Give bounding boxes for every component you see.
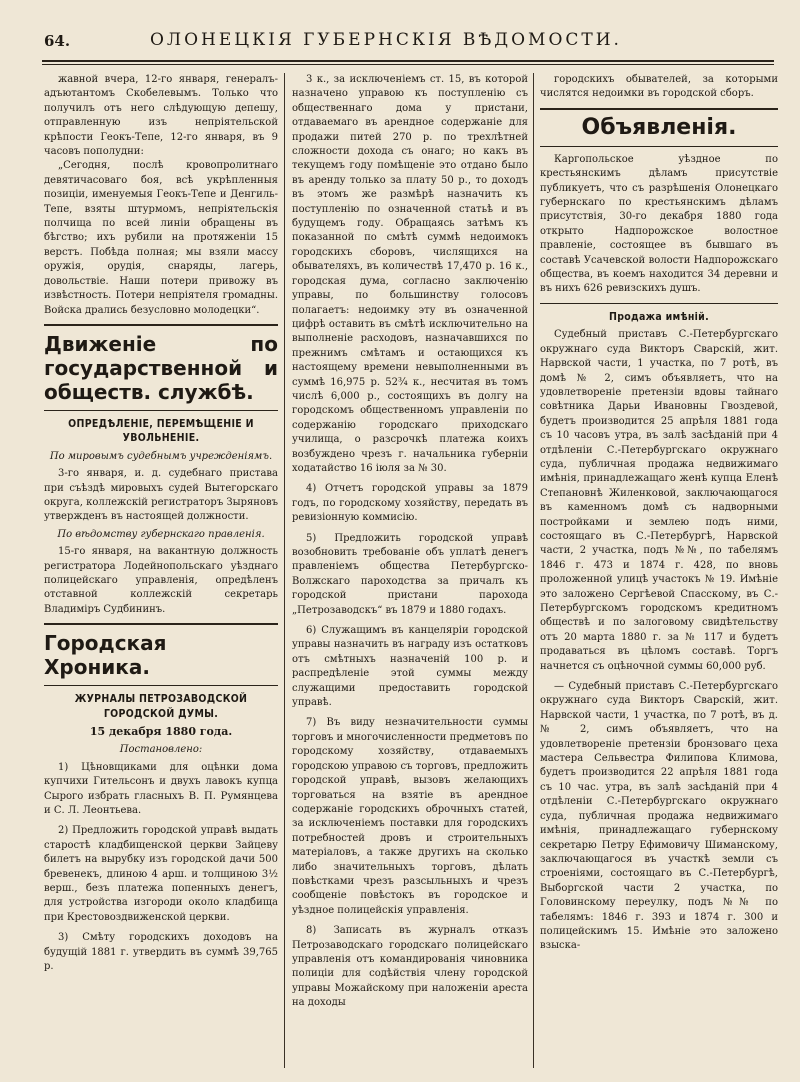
column-1 — [44, 73, 278, 975]
paragraph: 4) Отчетъ городской управы за 1879 годъ, по городскому хозяйству, передать въ ревизіонную коммисію. — [292, 483, 528, 524]
section-rule — [540, 108, 778, 110]
subsection-heading: ЖУРНАЛЫ ПЕТРОЗАВОДСКОЙ ГОРОДСКОЙ ДУМЫ. — [74, 693, 248, 720]
announcement: Судебный приставъ С.-Петербургскаго окружнаго суда Викторъ Сварскій, жит. Нарвской части, 1 участка, по 7 ротѣ, въ домѣ № 2, симъ объявляетъ, что на удовлетвореніе претензіи вдовы тайнаго совѣтника Дарьи Ивановны Гвоздевой, будетъ производится 25 апрѣля 1881 года съ 10 часовъ утра, въ залѣ засѣданій при 4 отдѣленіи С.-Петербургскаго окружнаго суда, публичная продажа недвижимаго имѣнія, принадлежащаго женѣ купца Еленѣ Степановнѣ Жиленковой, заключающагося въ каменномъ домѣ съ надворными постройками и землею подъ ними, состоящаго въ С.-Петербургѣ, Нарвской части, 2 участка, подъ №№, по табелямъ 1846 г. 473 и 1874 г. 428, по вновь проложенной улицѣ участокъ № 19. Имѣніе это заложено Сергѣевой Спасскому, въ С.-Петербургскомъ городскомъ кредитномъ обществѣ и по залоговому свидѣтельству отъ 20 марта 1880 г. за № 117 и будетъ продаваться въ цѣломъ составѣ. Торгъ начнется съ оцѣночной суммы 60,000 руб. — [540, 329, 778, 672]
column-divider — [284, 73, 285, 1068]
paragraph: 3 к., за исключеніемъ ст. 15, въ которой назначено управою къ поступленію съ общественнаго дома у пристани, отдаваемаго въ арендное содержаніе для продажи питей 270 р. по трехлѣтней сложности дохода съ онаго; но какъ въ текущемъ году помѣщеніе это отдано было въ аренду только за плату 50 р., то доходъ въ этомъ же размѣрѣ назначить къ поступленію по означенной статьѣ и въ будущемъ году. Обращаясь затѣмъ къ показанной по смѣтѣ суммѣ недоимокъ городскихъ сборовъ, числящихся на обывателяхъ, въ количествѣ 17,470 р. 16 к., городская дума, согласно заключенію управы, по большинству голосовъ полагаетъ: недоимку эту въ означенной цифрѣ оставить въ смѣтѣ исключительно на выполненіе расходовъ, назначавшихся по прежнимъ смѣтамъ и остающихся къ настоящему времени невыполненными въ суммѣ 16,975 р. 52¾ к., несчитая въ томъ числѣ 6,000 р., состоящихъ въ долгу на городскомъ общественномъ управленіи по содержанію городскаго приходскаго училища, о разсрочкѣ платежа коихъ возбуждено чрезъ г. начальника губерніи ходатайство 16 іюля за № 30. — [292, 74, 528, 474]
paragraph: 15-го января, на вакантную должность регистратора Лодейнопольскаго уѣзднаго полицейскаго управленія, опредѣленъ отставной коллежскій секретарь Владиміръ Судбининъ. — [44, 546, 278, 615]
paragraph: 6) Служащимъ въ канцеляріи городской управы назначить въ награду изъ остатковъ отъ смѣтныхъ назначеній 100 р. и распредѣленіе этой суммы между служащими предоставить городской управѣ. — [292, 625, 528, 709]
divider — [44, 685, 278, 686]
announcement: Каргопольское уѣздное по крестьянскимъ дѣламъ присутствіе публикуетъ, что съ разрѣшенія Олонецкаго губернскаго по крестьянскимъ дѣламъ присутствія, 30-го декабря 1880 года открыто Надпорожское волостное правленіе, состоящее въ бывшаго въ составѣ Усачевской волости Надпорожскаго общества, въ коемъ находится 34 деревни и въ нихъ 626 ревизскихъ душъ. — [540, 153, 778, 295]
paragraph: городскихъ обывателей, за которыми числятся недоимки въ городской сборъ. — [540, 74, 778, 100]
divider — [44, 410, 278, 411]
section-rule — [44, 623, 278, 625]
subsection-caption: По вѣдомству губернскаго правленія. — [57, 528, 265, 540]
paragraph: 8) Записать въ журналъ отказъ Петрозаводскаго городскаго полицейскаго управленія отъ командированія чиновника полиціи для содѣйствія члену городской управы Можайскому при наложеніи ареста на доходы — [292, 925, 528, 1009]
announcement: — Судебный приставъ С.-Петербургскаго окружнаго суда Викторъ Сварскій, жит. Нарвской части, 1 участка, по 7 ротѣ, въ д. № 2, симъ объявляетъ, что на удовлетвореніе претензіи бронзоваго цеха мастера Сельвестра Филипова Климова, будетъ производится 22 апрѣля 1881 года съ 10 час. утра, въ залѣ засѣданій при 4 отдѣленіи С.-Петербургскаго окружнаго суда, публичная продажа недвижимаго имѣнія, принадлежащаго губернскому секретарю Петру Ефимовичу Шиманскому, заключающагося въ участкѣ земли съ строеніями, состоящаго въ С.-Петербургѣ, Выборгской части 2 участка, по Головинскому переулку, подъ №№ по табелямъ: 1846 г. 393 и 1874 г. 300 и полицейскимъ 15. Имѣніе это заложено взыска- — [540, 681, 778, 952]
list-item: 1) Цѣновщиками для оцѣнки дома купчихи Гительсонъ и двухъ лавокъ купца Сырого избрать гласныхъ В. П. Румянцева и С. Л. Леонтьева. — [44, 761, 278, 817]
paragraph: жавной вчера, 12-го января, генералъ-адъютантомъ Скобелевымъ. Только что получилъ отъ него слѣдующую депешу, отправленную изъ непріятельской крѣпости Геокъ-Тепе, 12-го января, въ 9 часовъ пополудни: — [44, 74, 278, 158]
subsection-caption: По мировымъ судебнымъ учрежденіямъ. — [49, 450, 273, 462]
header-rule — [42, 60, 774, 65]
divider — [540, 303, 778, 304]
subsection-caption: Постановлено: — [119, 744, 203, 756]
column-3 — [540, 73, 778, 954]
section-heading: Городская Хроника. — [44, 631, 167, 680]
newspaper-title: ОЛОНЕЦКІЯ ГУБЕРНСКІЯ ВѢДОМОСТИ. — [150, 30, 622, 50]
paragraph: 7) Въ виду незначительности суммы торговъ и многочисленности предметовъ по городскому хозяйству, отдаваемыхъ городскою управою съ торговъ, предложить городской управѣ, вызовъ желающихъ торговаться на взятіе въ арендное содержаніе городскихъ оброчныхъ статей, за исключеніемъ поставки для городскихъ потребностей дровъ и строительныхъ матеріаловъ, а также другихъ на сколько либо значительныхъ торговъ, дѣлать повѣстками чрезъ разсыльныхъ и чрезъ сообщеніе повѣстокъ въ городское и уѣздное полицейскія управленія. — [292, 717, 528, 916]
list-item: 2) Предложить городской управѣ выдать старостѣ кладбищенской церкви Зайцеву билетъ на вырубку изъ городской дачи 500 бревенекъ, длиною 4 арш. и толщиною 3½ верш., безъ платежа попенныхъ денегъ, для устройства изгороди около кладбища при Крестовоздвиженской церкви. — [44, 825, 278, 923]
list-item: 3) Смѣту городскихъ доходовъ на будущій 1881 г. утвердить въ суммѣ 39,765 р. — [44, 932, 278, 973]
paragraph: „Сегодня, послѣ кровопролитнаго девятичасоваго боя, всѣ укрѣпленныя позиціи, именуемыя Геокъ-Тепе и Денгиль-Тепе, взяты штурмомъ, непріятельскія полчища по всей линіи обращены въ бѣгство; ихъ рубили на протяженіи 15 верстъ. Побѣда полная; мы взяли массу оружія, орудія, снаряды, лагерь, довольствіе. Наши потери привожу въ извѣстность. Потери непріятеля громадны. Войска дрались безусловно молодецки“. — [44, 160, 278, 316]
subsection-heading: Продажа имѣній. — [609, 310, 709, 323]
divider — [540, 146, 778, 147]
date-line: 15 декабря 1880 года. — [89, 725, 233, 738]
paragraph: 3-го января, и. д. судебнаго пристава при съѣздѣ мировыхъ судей Вытегорскаго округа, коллежскій регистраторъ Зыряновъ утвержденъ въ настоящей должности. — [44, 468, 278, 523]
subsection-heading: ОПРЕДѢЛЕНІЕ, ПЕРЕМѢЩЕНІЕ И УВОЛЬНЕНІЕ. — [68, 417, 254, 445]
page-number: 64. — [44, 32, 71, 50]
paragraph: 5) Предложить городской управѣ возобновить требованіе объ уплатѣ денегъ правленіемъ общества Петербургско-Волжскаго пароходства за причалъ къ городской пристани парохода „Петрозаводскъ“ въ 1879 и 1880 годахъ. — [292, 532, 528, 616]
section-heading: Движеніе по государственной и обществ. службѣ. — [44, 331, 278, 404]
column-divider — [533, 73, 534, 1068]
section-heading: Объявленія. — [581, 114, 737, 140]
column-2 — [292, 73, 528, 1011]
section-rule — [44, 324, 278, 326]
